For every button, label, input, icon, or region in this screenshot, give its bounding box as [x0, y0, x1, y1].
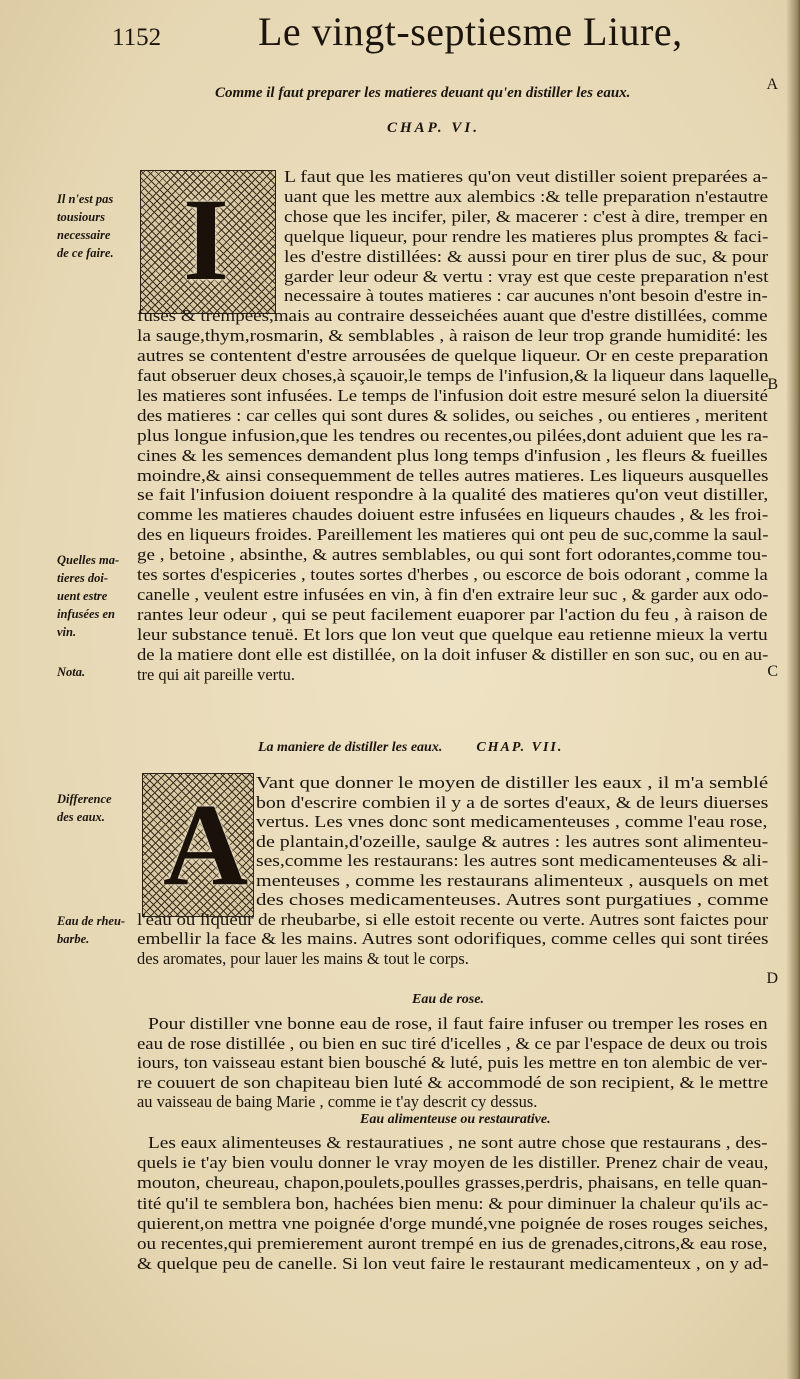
text-line: quierent,on mettra vne poignée d'orge mundé,vne poignée de roses rouges seiches,: [137, 1213, 769, 1233]
chapter-7-heading: La maniere de distiller les eaux.: [258, 740, 443, 755]
text-line: Les eaux alimenteuses & restauratiues , ne sont autre chose que restaurans , des-: [148, 1133, 768, 1152]
text-line: tes sortes d'espiceries , toutes sortes d'herbes , ou escorce de bois odorant , comme la: [137, 565, 768, 584]
text-line: eau de rose distillée , ou bien en suc tiré d'icelles , & ce par l'espace de deux ou trois: [137, 1033, 768, 1053]
page-number: 1152: [112, 24, 162, 51]
initial-letter: I: [183, 174, 229, 305]
text-line: tité qu'il te semblera bon, hachées bien menu: & pour diminuer la chaleur qu'ils ac-: [137, 1193, 769, 1213]
text-line: les matieres sont infusées. Le temps de l'infusion doit estre mesuré selon la diuersité: [137, 385, 768, 405]
text-line: embellir la face & les mains. Autres sont odorifiques, comme celles qui sont tirées: [137, 929, 769, 948]
text-line: des aromates, pour lauer les mains & tout le corps.: [137, 948, 469, 968]
text-line: leur substance tenuë. Et lors que lon veut que quelque eau retienne mieux la vertu: [137, 624, 768, 644]
text-line: l'eau ou liqueur de rheubarbe, si elle estoit recente ou verte. Autres sont faictes pour: [137, 909, 769, 929]
initial-letter: A: [163, 779, 249, 910]
text-line: re couuert de son chapiteau bien luté & accommodé de son recipient, & le mettre: [137, 1072, 769, 1092]
text-line: menteuses , comme les restaurans alimenteux , ausquels on met: [256, 870, 769, 890]
margin-note-nota: Nota.: [57, 665, 86, 679]
text-line: & quelque peu de canelle. Si lon veut faire le restaurant medicamenteux , on y ad-: [137, 1254, 769, 1274]
text-line: de la matiere dont elle est distillée, on la doit infuser & distiller en son suc, ou en au-: [137, 644, 769, 664]
decorated-initial-i: [140, 170, 276, 314]
text-line: faut obseruer deux choses,à sçauoir,le temps de l'infusion,& la liqueur dans laquelle: [137, 366, 769, 385]
eau-alimenteuse-heading: Eau alimenteuse ou restaurative.: [360, 1112, 551, 1127]
text-line: se fait l'infusion doiuent respondre à la qualité des matieres qu'on veut distiller,: [137, 485, 769, 505]
text-line: les d'estre distillées: & aussi pour en tirer plus de suc, & pour: [284, 246, 769, 266]
section-letter-a: A: [766, 76, 778, 93]
text-line: mouton, cheureau, chapon,poulets,poulles grasses,perdris, phaisans, en telle quan-: [137, 1173, 768, 1193]
text-line: necessaire à toutes matieres : car aucunes n'ont besoin d'estre in-: [284, 286, 768, 306]
text-line: quels ie t'ay bien voulu donner le vray moyen de les distiller. Prenez chair de veau,: [137, 1153, 769, 1173]
text-line: iours, ton vaisseau estant bien bousché & luté, puis les mettre en ton alembic de ver-: [137, 1053, 768, 1072]
text-line: garder leur odeur & vertu : vray est que ceste preparation n'est: [284, 266, 769, 286]
text-line: rantes leur odeur , qui se peut facilement euaporer par l'action du feu , à raison de: [137, 604, 768, 624]
text-line: chose que les incifer, piler, & macerer : c'est à dire, tremper en: [284, 206, 768, 226]
margin-note-2: Quelles ma- tieres doi- uent estre infusées en vin.: [57, 553, 120, 639]
text-line: uant que les mettre aux alembics :& telle preparation n'estautre: [284, 186, 769, 206]
text-line: de plantain,d'ozeille, saulge & autres : les autres sont alimenteu-: [256, 831, 769, 851]
text-line: des matieres : car celles qui sont dures & solides, ou seiches , ou entieres , meritent: [137, 405, 768, 425]
text-line: canelle , veulent estre infusées en vin, à fin d'en extraire leur suc , & garder aux odo-: [137, 584, 769, 604]
text-line: vertus. Les vnes donc sont medicamenteuses , comme l'eau rose,: [256, 812, 768, 831]
text-line: bon d'escrire combien il y a de sortes d'eaux, & de leurs diuerses: [256, 792, 769, 812]
text-line: autres se contentent d'estre arrousées de quelque liqueur. Or en ceste preparation: [137, 346, 769, 366]
text-line: moindre,& ainsi consequemment de telles autres matieres. Les liqueurs ausquelles: [137, 465, 769, 485]
text-line: Vant que donner le moyen de distiller les eaux , il m'a semblé: [256, 773, 769, 792]
text-line: ses,comme les restaurans: les autres sont medicamenteuses & ali-: [256, 851, 769, 870]
chapter-6-number: CHAP. VI.: [387, 120, 480, 136]
text-line: ou recentes,qui premierement auront trempé en ius de grenades,citrons,& eau rose,: [137, 1234, 768, 1253]
section-letter-c: C: [767, 663, 778, 680]
margin-note-3: Difference des eaux.: [57, 792, 112, 824]
text-line: L faut que les matieres qu'on veut distiller soient preparées a-: [284, 167, 768, 186]
eau-rose-heading: Eau de rose.: [412, 992, 484, 1007]
text-line: fuses & trempees,mais au contraire desseichées auant que d'estre distillées, comme: [137, 306, 768, 326]
text-line: des en liqueurs froides. Pareillement les matieres qui ont peu de suc,comme la saul-: [137, 525, 769, 545]
section-letter-d: D: [766, 970, 778, 987]
text-line: Pour distiller vne bonne eau de rose, il faut faire infuser ou tremper les roses en: [148, 1014, 768, 1033]
chapter-7-number: CHAP. VII.: [476, 740, 564, 755]
text-line: plus longue infusion,que les tendres ou recentes,ou pilées,dont aduient que les ra-: [137, 425, 769, 445]
margin-note-4: Eau de rheu- barbe.: [57, 914, 126, 946]
section-letter-b: B: [767, 376, 778, 393]
chapter-7-heading-row: [258, 738, 563, 756]
text-line: quelque liqueur, pour rendre les matieres plus promptes & faci-: [284, 226, 769, 246]
decorated-initial-a: [142, 773, 254, 917]
text-line: comme les matieres chaudes doiuent estre infusées en liqueurs chaudes , & les froi-: [137, 505, 769, 525]
text-line: tre qui ait pareille vertu.: [137, 664, 295, 684]
chapter-6-heading: Comme il faut preparer les matieres deuant qu'en distiller les eaux.: [215, 85, 631, 101]
text-line: cines & les semences demandent plus long temps d'infusion , les fleurs & fueilles: [137, 445, 768, 465]
text-line: la sauge,thym,rosmarin, & semblables , à raison de leur trop grande humidité: les: [137, 326, 768, 346]
text-line: au vaisseau de baing Marie , comme ie t'ay descrit cy dessus.: [137, 1092, 538, 1111]
text-line: ge , betoine , absinthe, & autres semblables, ou qui sont fort odorantes,comme tou-: [137, 545, 768, 565]
text-line: des choses medicamenteuses. Autres sont purgatiues , comme: [256, 890, 769, 909]
running-title: Le vingt-septiesme Liure,: [258, 9, 683, 54]
margin-note-1: Il n'est pas tousiours necessaire de ce faire.: [57, 192, 114, 260]
page-edge-shadow: [786, 0, 800, 1379]
